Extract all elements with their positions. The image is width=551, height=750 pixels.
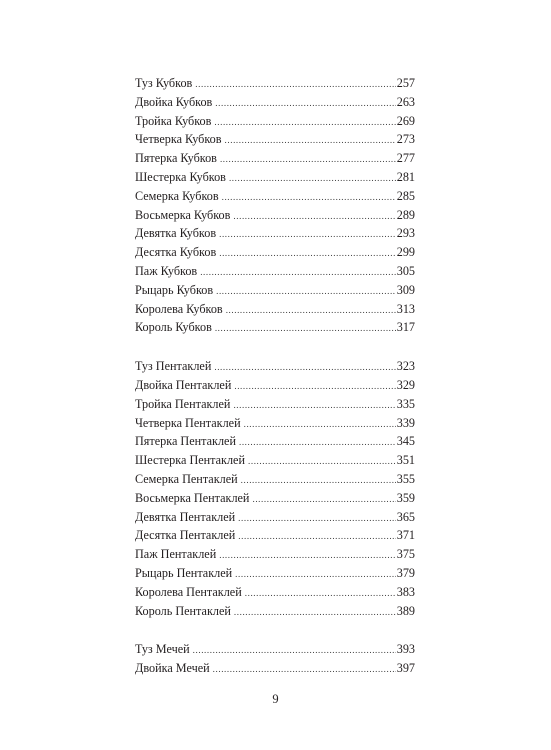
toc-entry: [135, 168, 415, 187]
toc-entry: [135, 508, 415, 527]
toc-entry-page: 281: [396, 169, 415, 184]
toc-entry-page: 397: [396, 661, 415, 676]
toc-entry: [135, 357, 415, 376]
toc-entry-page: 379: [396, 565, 415, 580]
toc-entry: [135, 93, 415, 112]
toc-entry: [135, 564, 415, 583]
dot-leader: [193, 641, 396, 660]
toc-entry-title: Шестерка Пентаклей: [135, 453, 245, 468]
toc-entry: [135, 395, 415, 414]
toc-entry-title: Рыцарь Кубков: [135, 282, 214, 297]
toc-entry-title: Король Кубков: [135, 320, 212, 335]
dot-leader: [219, 244, 396, 263]
toc-entry-page: 313: [396, 301, 415, 316]
toc-entry-title: Восьмерка Кубков: [135, 207, 231, 222]
toc-entry-page: 299: [396, 245, 415, 260]
dot-leader: [252, 490, 395, 509]
toc-entry-page: 351: [396, 453, 415, 468]
toc-entry-title: Тройка Пентаклей: [135, 396, 231, 411]
toc-entry-page: 309: [396, 282, 415, 297]
dot-leader: [215, 94, 395, 113]
dot-leader: [245, 584, 396, 603]
toc-entry: [135, 206, 415, 225]
toc-entry: [135, 470, 415, 489]
dot-leader: [235, 565, 396, 584]
toc-entry: [135, 414, 415, 433]
toc-entry-page: 293: [396, 226, 415, 241]
toc-entry-page: 277: [396, 151, 415, 166]
toc-entry-page: 317: [396, 320, 415, 335]
toc-entry-title: Семерка Пентаклей: [135, 471, 238, 486]
page-number: 9: [272, 692, 279, 706]
dot-leader: [229, 169, 396, 188]
toc-entry-page: 393: [396, 642, 415, 657]
toc-entry-page: 389: [396, 603, 415, 618]
toc-entry: [135, 640, 415, 659]
dot-leader: [220, 150, 396, 169]
toc-entry: [135, 243, 415, 262]
dot-leader: [248, 452, 396, 471]
dot-leader: [222, 188, 396, 207]
toc-entry: [135, 112, 415, 131]
toc-entry-title: Семерка Кубков: [135, 188, 219, 203]
toc-entry-title: Туз Мечей: [135, 642, 190, 657]
toc-entry: [135, 545, 415, 564]
toc-entry-page: 323: [396, 359, 415, 374]
toc-entry: [135, 376, 415, 395]
dot-leader: [213, 660, 396, 679]
toc-entry: [135, 583, 415, 602]
dot-leader: [239, 433, 396, 452]
toc-entry-page: 345: [396, 434, 415, 449]
dot-leader: [225, 131, 396, 150]
toc-group: [135, 74, 415, 337]
toc-entry-title: Тройка Кубков: [135, 113, 212, 128]
toc-entry-page: 269: [396, 113, 415, 128]
toc-entry-page: 365: [396, 509, 415, 524]
toc-entry: [135, 281, 415, 300]
toc-entry: [135, 489, 415, 508]
toc-entry-page: 355: [396, 471, 415, 486]
dot-leader: [219, 225, 396, 244]
dot-leader: [244, 415, 396, 434]
toc-entry-title: Четверка Кубков: [135, 132, 222, 147]
toc-entry: [135, 187, 415, 206]
toc-entry-title: Десятка Кубков: [135, 245, 217, 260]
dot-leader: [215, 319, 396, 338]
dot-leader: [214, 358, 395, 377]
toc-entry-title: Двойка Мечей: [135, 661, 210, 676]
toc-entry-page: 273: [396, 132, 415, 147]
toc-entry-title: Паж Кубков: [135, 263, 198, 278]
toc-entry-title: Паж Пентаклей: [135, 547, 217, 562]
toc-entry-page: 257: [396, 76, 415, 90]
toc-entry: [135, 526, 415, 545]
toc-entry: [135, 74, 415, 93]
dot-leader: [200, 263, 396, 282]
table-of-contents: [135, 74, 415, 678]
toc-entry-page: 329: [396, 377, 415, 392]
toc-entry-page: 289: [396, 207, 415, 222]
toc-entry-title: Туз Кубков: [135, 76, 193, 90]
dot-leader: [216, 282, 396, 301]
toc-entry: [135, 130, 415, 149]
toc-entry: [135, 300, 415, 319]
toc-entry-page: 359: [396, 490, 415, 505]
toc-entry-page: 375: [396, 547, 415, 562]
toc-entry-title: Пятерка Пентаклей: [135, 434, 236, 449]
toc-entry-title: Шестерка Кубков: [135, 169, 226, 184]
toc-entry-title: Туз Пентаклей: [135, 359, 212, 374]
dot-leader: [214, 113, 395, 132]
dot-leader: [226, 301, 396, 320]
toc-entry-title: Пятерка Кубков: [135, 151, 217, 166]
dot-leader: [233, 207, 395, 226]
toc-entry: [135, 262, 415, 281]
toc-entry-title: Рыцарь Пентаклей: [135, 565, 233, 580]
toc-entry-title: Девятка Пентаклей: [135, 509, 236, 524]
toc-entry-title: Восьмерка Пентаклей: [135, 490, 250, 505]
toc-entry: [135, 432, 415, 451]
toc-entry: [135, 451, 415, 470]
toc-entry-title: Четверка Пентаклей: [135, 415, 241, 430]
toc-group: [135, 357, 415, 620]
dot-leader: [234, 377, 395, 396]
toc-entry-page: 263: [396, 94, 415, 109]
toc-entry-page: 339: [396, 415, 415, 430]
dot-leader: [234, 603, 396, 622]
toc-entry-title: Королева Пентаклей: [135, 584, 242, 599]
toc-entry-title: Девятка Кубков: [135, 226, 217, 241]
toc-entry: [135, 602, 415, 621]
dot-leader: [238, 527, 395, 546]
toc-entry-page: 305: [396, 263, 415, 278]
toc-entry-page: 383: [396, 584, 415, 599]
toc-entry: [135, 224, 415, 243]
toc-entry-title: Королева Кубков: [135, 301, 223, 316]
dot-leader: [238, 509, 396, 528]
toc-entry-title: Двойка Кубков: [135, 94, 213, 109]
dot-leader: [233, 396, 395, 415]
dot-leader: [195, 75, 395, 94]
dot-leader: [219, 546, 395, 565]
toc-group: [135, 640, 415, 678]
toc-entry-title: Десятка Пентаклей: [135, 528, 236, 543]
toc-entry: [135, 318, 415, 337]
toc-entry-page: 335: [396, 396, 415, 411]
toc-entry: [135, 149, 415, 168]
toc-entry-page: 371: [396, 528, 415, 543]
dot-leader: [241, 471, 396, 490]
toc-entry-title: Король Пентаклей: [135, 603, 231, 618]
toc-entry-page: 285: [396, 188, 415, 203]
toc-entry-title: Двойка Пентаклей: [135, 377, 232, 392]
toc-entry: [135, 659, 415, 678]
